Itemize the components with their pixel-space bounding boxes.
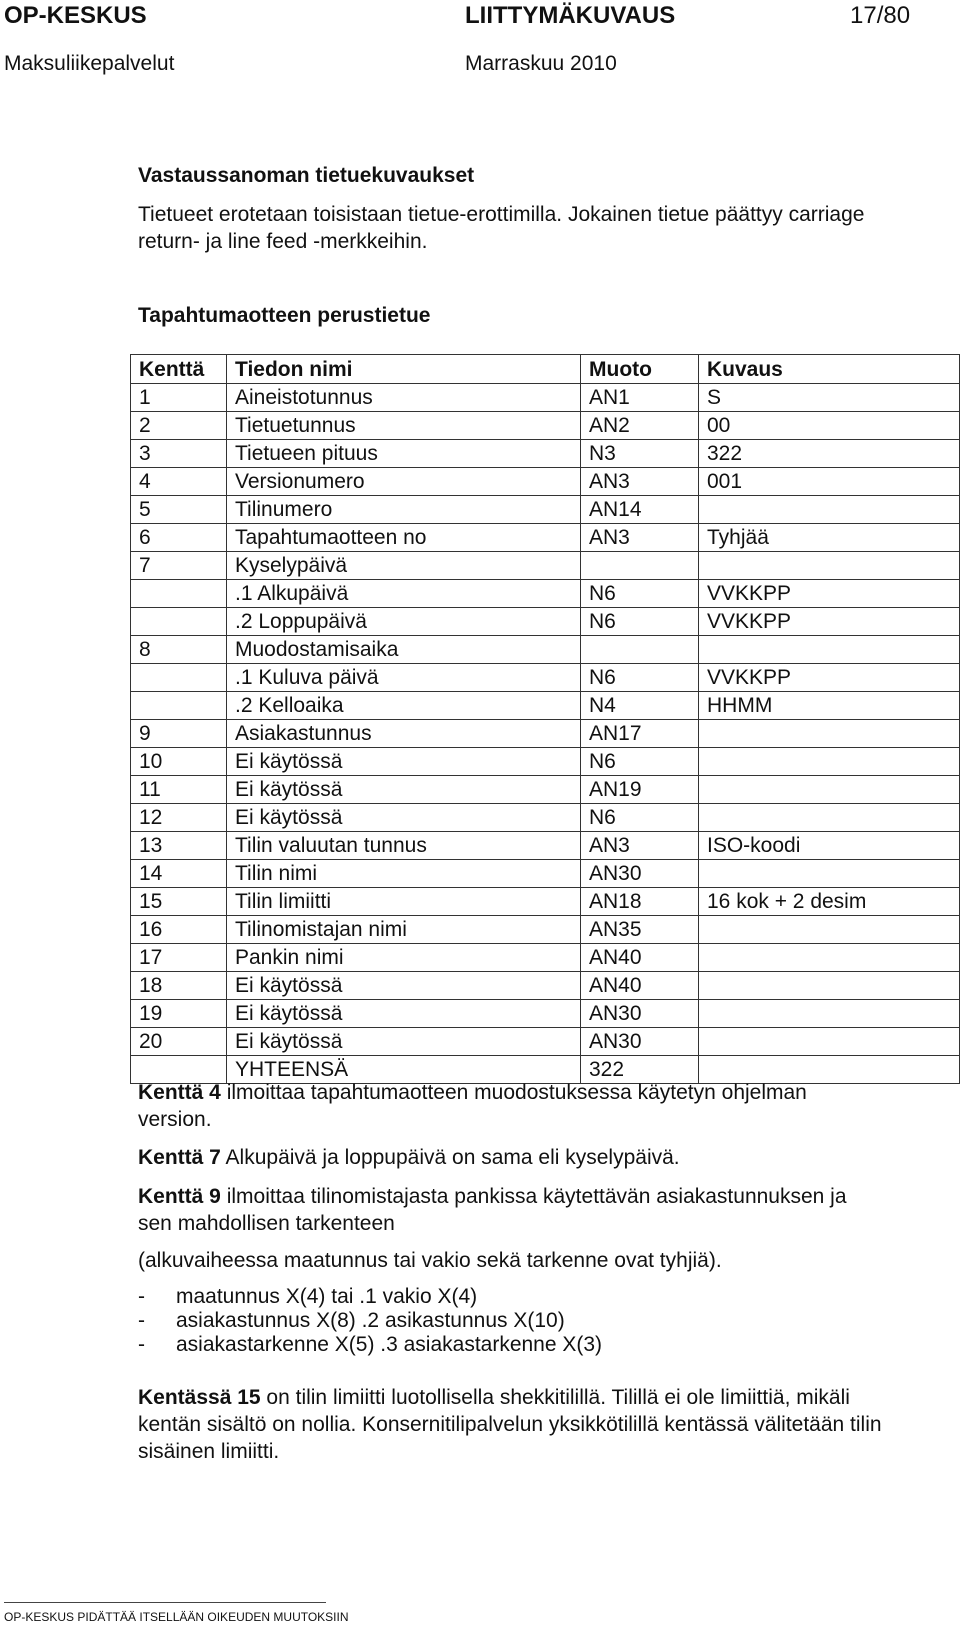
cell-field-name: .1 Alkupäivä xyxy=(227,580,581,608)
cell-format xyxy=(581,552,699,580)
list-item xyxy=(138,1285,477,1309)
cell-description xyxy=(699,944,960,972)
cell-field-number: 13 xyxy=(131,832,227,860)
cell-description xyxy=(699,748,960,776)
cell-field-name: Ei käytössä xyxy=(227,804,581,832)
cell-description: 16 kok + 2 desim xyxy=(699,888,960,916)
cell-description xyxy=(699,1000,960,1028)
cell-field-number xyxy=(131,692,227,720)
cell-format: N4 xyxy=(581,692,699,720)
note-field-15-label: Kentässä 15 xyxy=(138,1386,261,1409)
cell-description xyxy=(699,496,960,524)
cell-field-number: 11 xyxy=(131,776,227,804)
cell-format: AN30 xyxy=(581,1028,699,1056)
header-department: Maksuliikepalvelut xyxy=(4,52,175,75)
table-row xyxy=(131,1000,960,1028)
list-item xyxy=(138,1333,602,1357)
cell-description: 322 xyxy=(699,440,960,468)
cell-field-number: 19 xyxy=(131,1000,227,1028)
cell-format: AN3 xyxy=(581,832,699,860)
cell-field-number: 6 xyxy=(131,524,227,552)
cell-description: 00 xyxy=(699,412,960,440)
table-row xyxy=(131,944,960,972)
note-field-4-text-1: ilmoittaa tapahtumaotteen muodostuksessa käytetyn ohjelman xyxy=(220,1081,807,1104)
cell-field-name: .2 Loppupäivä xyxy=(227,608,581,636)
cell-description xyxy=(699,1028,960,1056)
cell-description xyxy=(699,636,960,664)
header-cell-format: Muoto xyxy=(581,355,699,384)
cell-field-name: Ei käytössä xyxy=(227,972,581,1000)
table-row xyxy=(131,496,960,524)
header-org: OP-KESKUS xyxy=(4,2,147,29)
table-row xyxy=(131,440,960,468)
cell-description: 001 xyxy=(699,468,960,496)
cell-field-number: 1 xyxy=(131,384,227,412)
cell-field-name: Tilin limiitti xyxy=(227,888,581,916)
cell-format: N6 xyxy=(581,748,699,776)
header-page-number: 17/80 xyxy=(850,2,911,29)
table-row xyxy=(131,748,960,776)
list-item-text: maatunnus X(4) tai .1 vakio X(4) xyxy=(176,1285,478,1308)
header-cell-name: Tiedon nimi xyxy=(227,355,581,384)
section-title: Vastaussanoman tietuekuvaukset xyxy=(138,164,475,187)
note-field-9-label: Kenttä 9 xyxy=(138,1185,221,1208)
cell-format: N6 xyxy=(581,804,699,832)
header-cell-description: Kuvaus xyxy=(699,355,960,384)
cell-description xyxy=(699,804,960,832)
cell-field-number: 4 xyxy=(131,468,227,496)
cell-field-number: 10 xyxy=(131,748,227,776)
table-row xyxy=(131,916,960,944)
list-dash: - xyxy=(138,1333,145,1356)
cell-field-name: Kyselypäivä xyxy=(227,552,581,580)
cell-format: AN19 xyxy=(581,776,699,804)
cell-field-name: Tilin nimi xyxy=(227,860,581,888)
cell-description: VVKKPP xyxy=(699,664,960,692)
note-field-15-text-3: sisäinen limiitti. xyxy=(138,1440,280,1463)
cell-field-number: 12 xyxy=(131,804,227,832)
list-dash: - xyxy=(138,1309,145,1332)
note-field-7-text: Alkupäivä ja loppupäivä on sama eli kyselypäivä. xyxy=(220,1146,680,1169)
table-row xyxy=(131,412,960,440)
cell-field-name: Muodostamisaika xyxy=(227,636,581,664)
note-field-4-label: Kenttä 4 xyxy=(138,1081,221,1104)
table-row xyxy=(131,580,960,608)
cell-field-number xyxy=(131,608,227,636)
cell-format: AN2 xyxy=(581,412,699,440)
table-row xyxy=(131,832,960,860)
cell-description xyxy=(699,972,960,1000)
footer-divider xyxy=(4,1602,326,1603)
list-dash: - xyxy=(138,1285,145,1308)
note-field-15-text-1: on tilin limiitti luotollisella shekkitilillä. Tilillä ei ole limiittiä, mikäli xyxy=(260,1386,850,1409)
cell-field-name: Pankin nimi xyxy=(227,944,581,972)
note-field-4 xyxy=(138,1079,958,1133)
note-field-7-label: Kenttä 7 xyxy=(138,1146,221,1169)
cell-field-name: .2 Kelloaika xyxy=(227,692,581,720)
cell-description: VVKKPP xyxy=(699,580,960,608)
table-row xyxy=(131,664,960,692)
cell-field-name: .1 Kuluva päivä xyxy=(227,664,581,692)
cell-description xyxy=(699,720,960,748)
cell-description: Tyhjää xyxy=(699,524,960,552)
cell-format: N6 xyxy=(581,580,699,608)
cell-format: AN14 xyxy=(581,496,699,524)
cell-field-name: Ei käytössä xyxy=(227,1028,581,1056)
list-item-text: asiakastarkenne X(5) .3 asiakastarkenne X(3) xyxy=(176,1333,603,1356)
cell-field-name: Versionumero xyxy=(227,468,581,496)
cell-field-name: Aineistotunnus xyxy=(227,384,581,412)
cell-description: VVKKPP xyxy=(699,608,960,636)
cell-format: N6 xyxy=(581,608,699,636)
cell-field-name: Tietuetunnus xyxy=(227,412,581,440)
cell-field-name: Ei käytössä xyxy=(227,1000,581,1028)
cell-field-number: 2 xyxy=(131,412,227,440)
table-row xyxy=(131,860,960,888)
cell-field-name: Ei käytössä xyxy=(227,776,581,804)
cell-field-name: Tapahtumaotteen no xyxy=(227,524,581,552)
cell-field-number: 8 xyxy=(131,636,227,664)
intro-line-1: Tietueet erotetaan toisistaan tietue-erottimilla. Jokainen tietue päättyy carriage xyxy=(138,203,865,226)
cell-description: S xyxy=(699,384,960,412)
table-row xyxy=(131,384,960,412)
cell-field-number xyxy=(131,580,227,608)
cell-format: AN35 xyxy=(581,916,699,944)
cell-format: AN18 xyxy=(581,888,699,916)
cell-format xyxy=(581,636,699,664)
list-item xyxy=(138,1309,565,1333)
cell-description xyxy=(699,916,960,944)
table-row xyxy=(131,1028,960,1056)
table-row xyxy=(131,524,960,552)
cell-field-name: Tilinumero xyxy=(227,496,581,524)
cell-format: N3 xyxy=(581,440,699,468)
cell-field-number: 15 xyxy=(131,888,227,916)
header-doc-title: LIITTYMÄKUVAUS xyxy=(465,2,676,29)
table-row xyxy=(131,468,960,496)
note-field-9 xyxy=(138,1183,958,1237)
header-date: Marraskuu 2010 xyxy=(465,52,617,75)
cell-field-number: 3 xyxy=(131,440,227,468)
note-field-9-paren: (alkuvaiheessa maatunnus tai vakio sekä tarkenne ovat tyhjiä). xyxy=(138,1249,722,1272)
table-row xyxy=(131,636,960,664)
note-field-15-text-2: kentän sisältö on nollia. Konsernitilipalvelun yksikkötilillä kentässä välitetään tilin xyxy=(138,1413,882,1436)
table-header-row xyxy=(131,355,960,384)
cell-field-name: Tietueen pituus xyxy=(227,440,581,468)
intro-line-2: return- ja line feed -merkkeihin. xyxy=(138,230,428,253)
cell-description: ISO-koodi xyxy=(699,832,960,860)
note-field-9-text-2: sen mahdollisen tarkenteen xyxy=(138,1212,395,1235)
cell-field-name: Tilinomistajan nimi xyxy=(227,916,581,944)
field-table xyxy=(130,354,960,1084)
cell-description xyxy=(699,776,960,804)
table-row xyxy=(131,972,960,1000)
table-row xyxy=(131,776,960,804)
note-field-9-text-1: ilmoittaa tilinomistajasta pankissa käytettävän asiakastunnuksen ja xyxy=(220,1185,847,1208)
note-field-7 xyxy=(138,1144,958,1171)
cell-field-number: 5 xyxy=(131,496,227,524)
table-title: Tapahtumaotteen perustietue xyxy=(138,304,431,327)
cell-format: 322 xyxy=(581,1056,699,1084)
cell-field-number: 20 xyxy=(131,1028,227,1056)
table-row xyxy=(131,888,960,916)
cell-field-number: 14 xyxy=(131,860,227,888)
cell-format: AN1 xyxy=(581,384,699,412)
cell-field-name: YHTEENSÄ xyxy=(227,1056,581,1084)
cell-field-name: Tilin valuutan tunnus xyxy=(227,832,581,860)
note-field-4-text-2: version. xyxy=(138,1108,212,1131)
cell-field-number: 18 xyxy=(131,972,227,1000)
cell-description xyxy=(699,860,960,888)
cell-field-number: 16 xyxy=(131,916,227,944)
cell-format: AN30 xyxy=(581,1000,699,1028)
cell-format: AN17 xyxy=(581,720,699,748)
table-row xyxy=(131,692,960,720)
cell-field-name: Ei käytössä xyxy=(227,748,581,776)
cell-format: AN3 xyxy=(581,468,699,496)
cell-format: AN40 xyxy=(581,944,699,972)
cell-field-number: 17 xyxy=(131,944,227,972)
footer-disclaimer: OP-KESKUS PIDÄTTÄÄ ITSELLÄÄN OIKEUDEN MUUTOKSIIN xyxy=(4,1610,349,1624)
cell-field-number xyxy=(131,664,227,692)
table-row xyxy=(131,720,960,748)
note-field-15 xyxy=(138,1384,958,1465)
table-row xyxy=(131,804,960,832)
cell-format: AN40 xyxy=(581,972,699,1000)
header-cell-field: Kenttä xyxy=(131,355,227,384)
table-row xyxy=(131,552,960,580)
cell-format: AN30 xyxy=(581,860,699,888)
cell-format: AN3 xyxy=(581,524,699,552)
cell-format: N6 xyxy=(581,664,699,692)
cell-description xyxy=(699,552,960,580)
list-item-text: asiakastunnus X(8) .2 asikastunnus X(10) xyxy=(176,1309,565,1332)
cell-description: HHMM xyxy=(699,692,960,720)
cell-field-name: Asiakastunnus xyxy=(227,720,581,748)
cell-field-number: 9 xyxy=(131,720,227,748)
table-row xyxy=(131,608,960,636)
cell-field-number: 7 xyxy=(131,552,227,580)
